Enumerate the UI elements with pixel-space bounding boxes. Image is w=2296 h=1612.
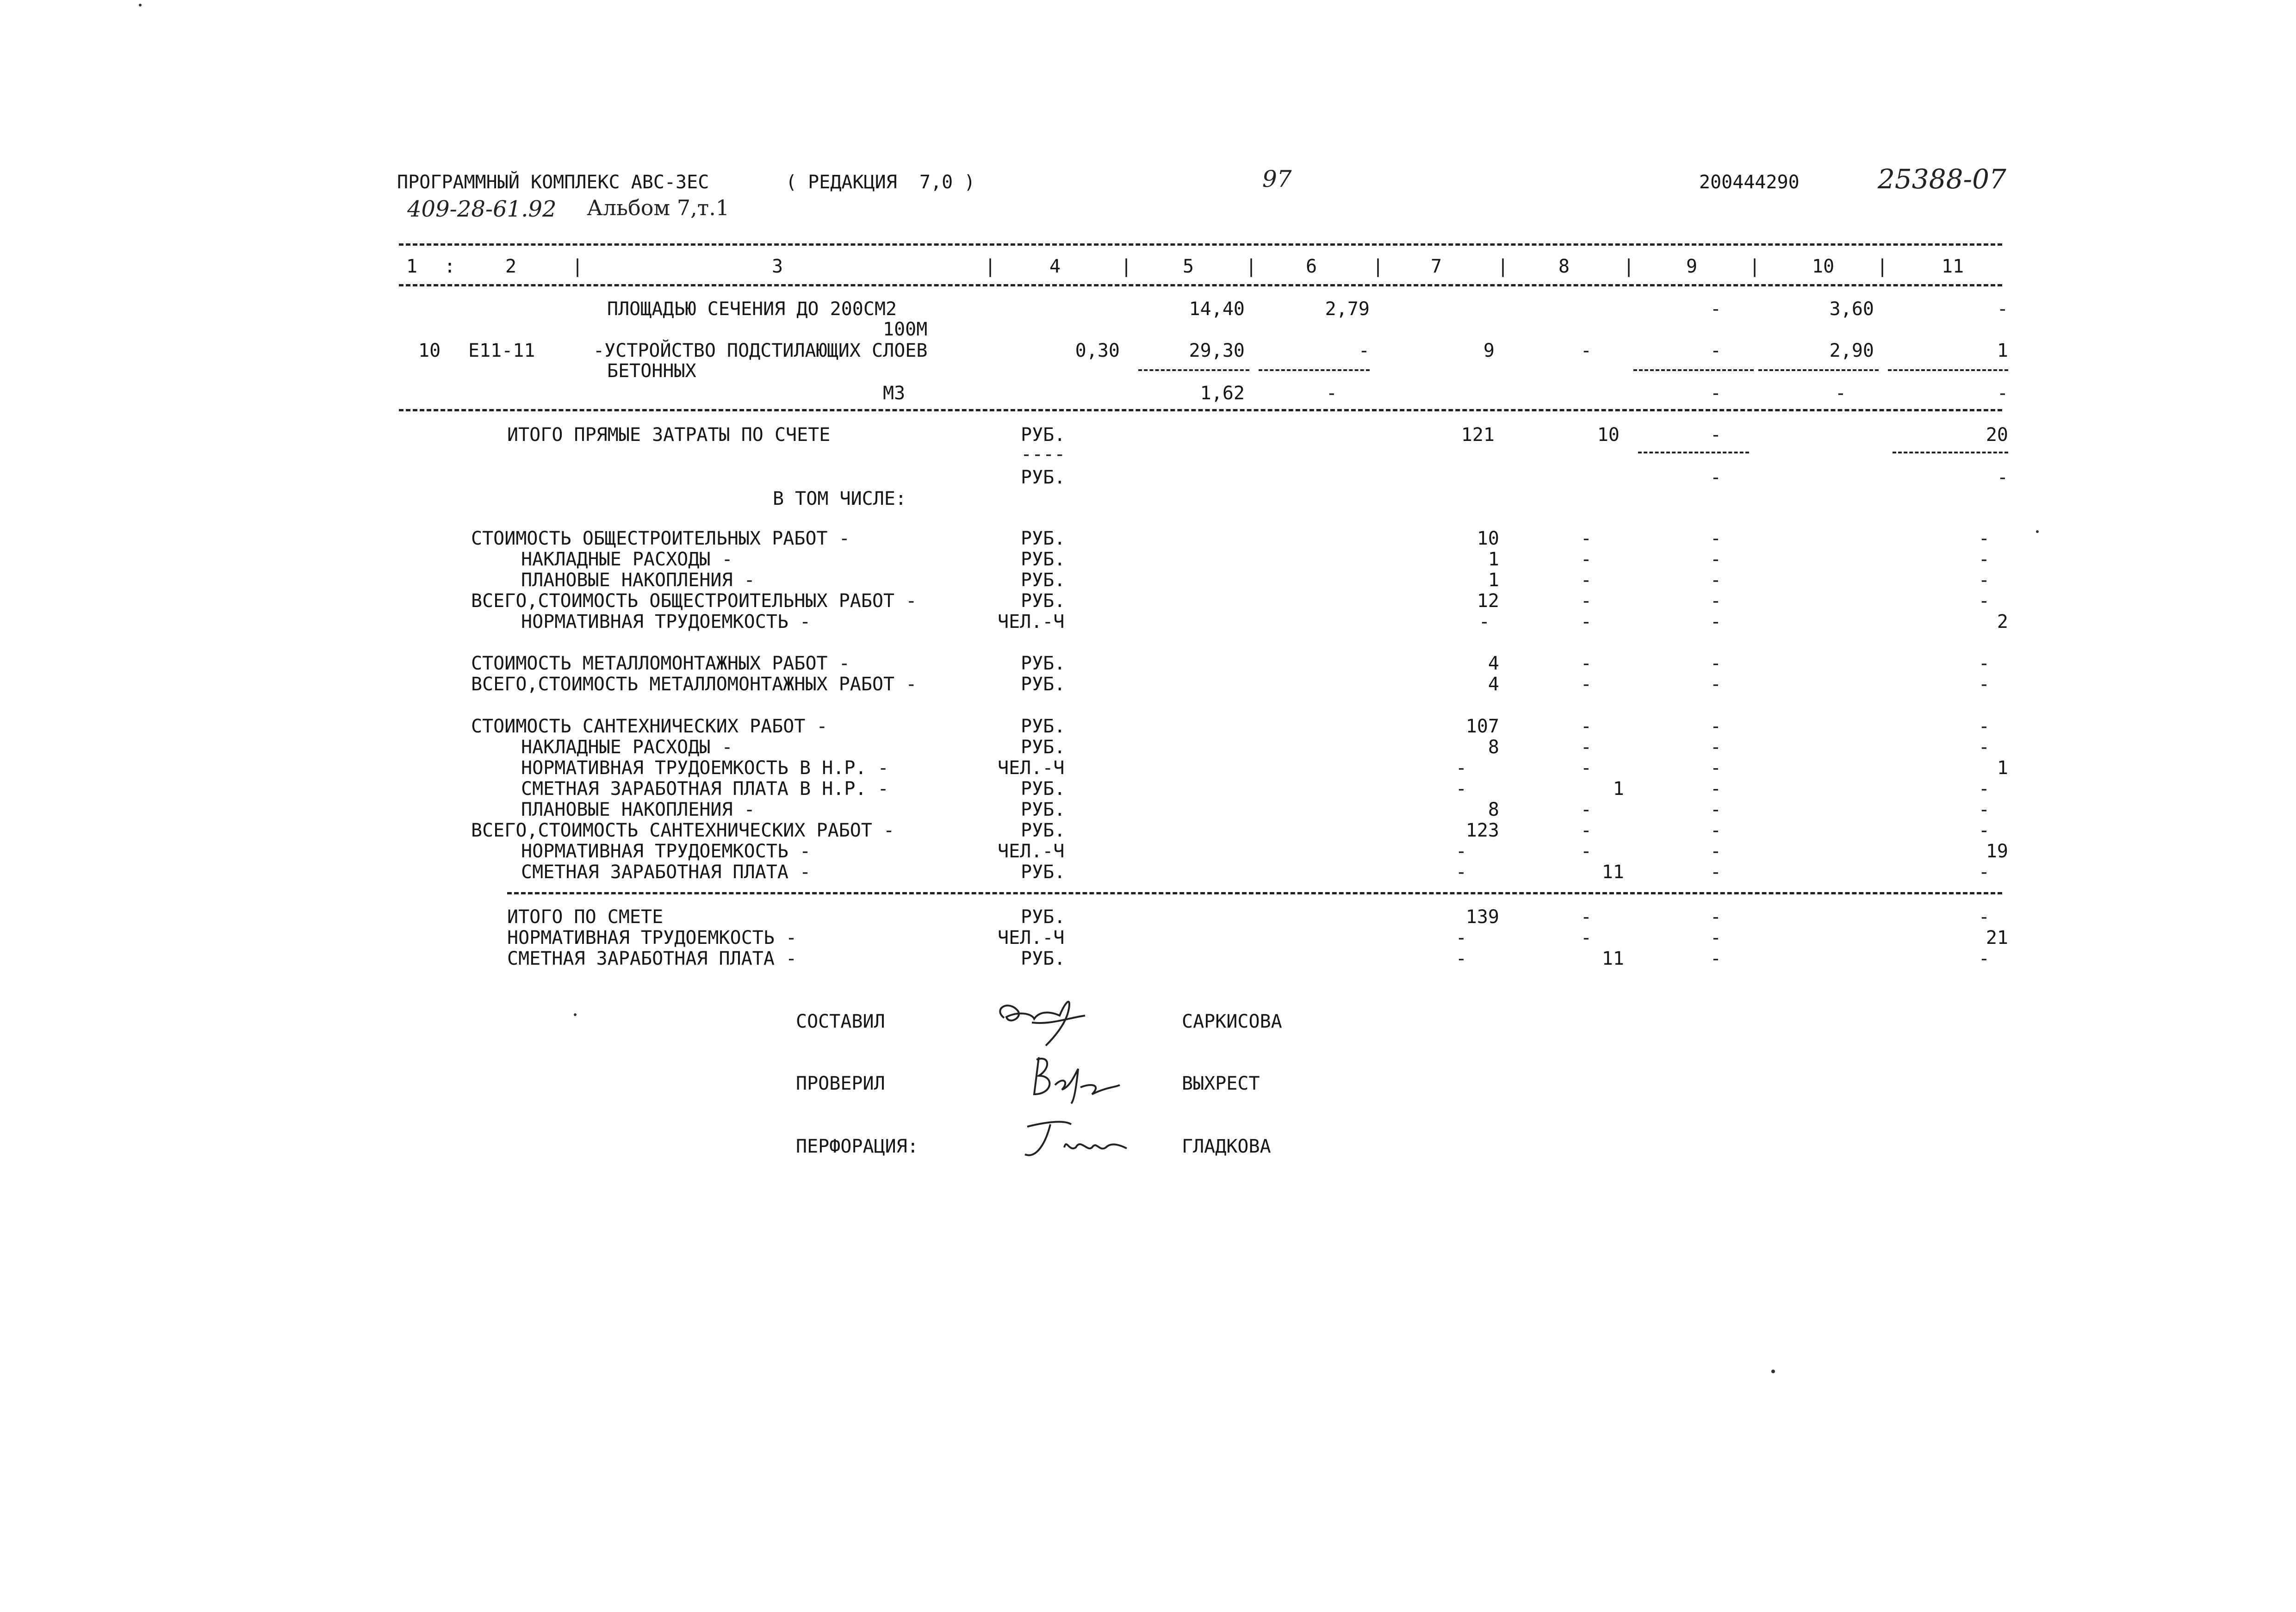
column-separator: | bbox=[572, 256, 583, 277]
direct-costs-col11-2: - bbox=[1997, 467, 2008, 488]
final-col7: 139 bbox=[1465, 906, 1499, 928]
summary-col9: - bbox=[1710, 799, 1721, 820]
summary-col11: - bbox=[1978, 716, 1990, 737]
final-col9: - bbox=[1710, 927, 1721, 949]
column-header: 10 bbox=[1812, 256, 1835, 277]
summary-unit: РУБ. bbox=[1021, 820, 1066, 841]
scan-speck bbox=[574, 1013, 577, 1016]
summary-unit: РУБ. bbox=[1021, 674, 1066, 695]
summary-label: ПЛАНОВЫЕ НАКОПЛЕНИЯ - bbox=[521, 570, 755, 591]
final-col7: - bbox=[1455, 948, 1467, 969]
summary-col9: - bbox=[1710, 820, 1721, 841]
final-col11: 21 bbox=[1986, 927, 2008, 949]
summary-unit: РУБ. bbox=[1021, 549, 1066, 570]
scan-speck bbox=[139, 4, 142, 6]
cell-col10: 2,90 bbox=[1829, 340, 1874, 361]
summary-col8: - bbox=[1580, 799, 1592, 820]
document-code: 200444290 bbox=[1699, 172, 1800, 193]
summary-col11: - bbox=[1978, 590, 1990, 612]
summary-label: ВСЕГО,СТОИМОСТЬ САНТЕХНИЧЕСКИХ РАБОТ - bbox=[471, 820, 895, 841]
summary-col9: - bbox=[1710, 590, 1721, 612]
project-reference: 409-28-61.92 bbox=[407, 196, 557, 222]
summary-col11: 2 bbox=[1997, 611, 2008, 632]
document-number: 25388-07 bbox=[1878, 163, 2006, 195]
row-item-name-cont: БЕТОННЫХ bbox=[607, 360, 696, 382]
cell-col5: 29,30 bbox=[1189, 340, 1245, 361]
summary-col8: - bbox=[1580, 590, 1592, 612]
summary-col7: 4 bbox=[1488, 674, 1499, 695]
including-label: В ТОМ ЧИСЛЕ: bbox=[773, 488, 906, 509]
summary-label: НОРМАТИВНАЯ ТРУДОЕМКОСТЬ - bbox=[521, 611, 811, 632]
column-separator: | bbox=[1749, 256, 1761, 277]
final-unit: РУБ. bbox=[1021, 948, 1066, 969]
summary-col7: 8 bbox=[1488, 737, 1499, 758]
summary-col8: 1 bbox=[1613, 778, 1624, 800]
scan-speck bbox=[1771, 1370, 1775, 1373]
cell-col7: 9 bbox=[1483, 340, 1495, 361]
column-separator: | bbox=[1246, 256, 1257, 277]
summary-col11: - bbox=[1978, 820, 1990, 841]
summary-label: НАКЛАДНЫЕ РАСХОДЫ - bbox=[521, 737, 733, 758]
summary-col11: 1 bbox=[1997, 757, 2008, 779]
cell-underline bbox=[1259, 369, 1370, 371]
cell-underline bbox=[1138, 369, 1249, 371]
column-header: 4 bbox=[1049, 256, 1061, 277]
summary-unit: РУБ. bbox=[1021, 590, 1066, 612]
checked-name: ВЫХРЕСТ bbox=[1182, 1073, 1260, 1094]
cell-col5: 14,40 bbox=[1189, 298, 1245, 320]
table-top-rule bbox=[399, 243, 2002, 246]
summary-col8: - bbox=[1580, 549, 1592, 570]
final-unit: РУБ. bbox=[1021, 906, 1066, 928]
summary-col11: - bbox=[1978, 653, 1990, 674]
direct-costs-col8: 10 bbox=[1597, 424, 1620, 446]
summary-col8: - bbox=[1580, 820, 1592, 841]
cell-col11: - bbox=[1997, 298, 2008, 320]
summary-col11: 19 bbox=[1986, 841, 2008, 862]
summary-label: ВСЕГО,СТОИМОСТЬ МЕТАЛЛОМОНТАЖНЫХ РАБОТ - bbox=[471, 674, 917, 695]
direct-costs-col11: 20 bbox=[1986, 424, 2008, 446]
summary-unit: РУБ. bbox=[1021, 528, 1066, 549]
row-item-name: ПЛОЩАДЬЮ СЕЧЕНИЯ ДО 200СМ2 bbox=[607, 298, 897, 320]
summary-label: СТОИМОСТЬ ОБЩЕСТРОИТЕЛЬНЫХ РАБОТ - bbox=[471, 528, 850, 549]
summary-label: СМЕТНАЯ ЗАРАБОТНАЯ ПЛАТА - bbox=[521, 862, 811, 883]
summary-col7: 123 bbox=[1465, 820, 1499, 841]
summary-col7: 107 bbox=[1465, 716, 1499, 737]
summary-col7: 1 bbox=[1488, 570, 1499, 591]
final-col8: 11 bbox=[1601, 948, 1624, 969]
summary-col9: - bbox=[1710, 778, 1721, 800]
final-col8: - bbox=[1580, 927, 1592, 949]
summary-col9: - bbox=[1710, 528, 1721, 549]
column-separator: : bbox=[444, 256, 456, 277]
cell-col9: - bbox=[1710, 298, 1721, 320]
cell-col6: - bbox=[1358, 340, 1370, 361]
punched-name: ГЛАДКОВА bbox=[1182, 1136, 1271, 1157]
program-name: ПРОГРАММНЫЙ КОМПЛЕКС АВС-3ЕС bbox=[397, 172, 709, 193]
cell-underline bbox=[1638, 452, 1749, 453]
final-col8: - bbox=[1580, 906, 1592, 928]
row-number: 10 bbox=[418, 340, 441, 361]
cell-col11-lower: - bbox=[1997, 383, 2008, 404]
cell-underline bbox=[1633, 369, 1754, 371]
summary-unit: РУБ. bbox=[1021, 862, 1066, 883]
column-header: 7 bbox=[1431, 256, 1442, 277]
checked-label: ПРОВЕРИЛ bbox=[796, 1073, 885, 1094]
signature-checked bbox=[1023, 1050, 1124, 1106]
final-totals-rule bbox=[507, 892, 2002, 894]
cell-col8: - bbox=[1580, 340, 1592, 361]
summary-col9: - bbox=[1710, 757, 1721, 779]
final-label: ИТОГО ПО СМЕТЕ bbox=[507, 906, 664, 928]
summary-label: ПЛАНОВЫЕ НАКОПЛЕНИЯ - bbox=[521, 799, 755, 820]
direct-costs-unit-dash: ---- bbox=[1021, 444, 1066, 465]
row-code: Е11-11 bbox=[468, 340, 535, 361]
summary-col11: - bbox=[1978, 737, 1990, 758]
summary-col11: - bbox=[1978, 570, 1990, 591]
column-header: 6 bbox=[1306, 256, 1317, 277]
summary-col8: - bbox=[1580, 841, 1592, 862]
compiled-label: СОСТАВИЛ bbox=[796, 1011, 885, 1032]
summary-col9: - bbox=[1710, 611, 1721, 632]
summary-col9: - bbox=[1710, 549, 1721, 570]
column-header: 3 bbox=[772, 256, 783, 277]
final-col11: - bbox=[1978, 906, 1990, 928]
cell-col9-lower: - bbox=[1710, 383, 1721, 404]
summary-col7: - bbox=[1455, 841, 1467, 862]
direct-costs-unit-2: РУБ. bbox=[1021, 467, 1066, 488]
summary-col8: - bbox=[1580, 737, 1592, 758]
summary-col8: - bbox=[1580, 611, 1592, 632]
summary-col9: - bbox=[1710, 570, 1721, 591]
summary-col11: - bbox=[1978, 862, 1990, 883]
cell-col5-lower: 1,62 bbox=[1200, 383, 1245, 404]
final-unit: ЧЕЛ.-Ч bbox=[998, 927, 1065, 949]
summary-col11: - bbox=[1978, 674, 1990, 695]
summary-col9: - bbox=[1710, 841, 1721, 862]
final-col9: - bbox=[1710, 906, 1721, 928]
cell-col10: 3,60 bbox=[1829, 298, 1874, 320]
summary-col8: - bbox=[1580, 674, 1592, 695]
direct-costs-col9: - bbox=[1710, 424, 1721, 446]
summary-col11: - bbox=[1978, 549, 1990, 570]
summary-col7: 1 bbox=[1488, 549, 1499, 570]
direct-costs-label: ИТОГО ПРЯМЫЕ ЗАТРАТЫ ПО СЧЕТЕ bbox=[507, 424, 831, 446]
column-separator: | bbox=[1121, 256, 1132, 277]
scan-speck bbox=[2036, 530, 2039, 533]
column-header: 2 bbox=[505, 256, 517, 277]
table-header-rule bbox=[399, 284, 2002, 286]
column-separator: | bbox=[1623, 256, 1635, 277]
summary-col9: - bbox=[1710, 653, 1721, 674]
cell-underline bbox=[1893, 452, 2008, 453]
summary-label: ВСЕГО,СТОИМОСТЬ ОБЩЕСТРОИТЕЛЬНЫХ РАБОТ - bbox=[471, 590, 917, 612]
summary-col7: - bbox=[1455, 778, 1467, 800]
direct-costs-unit: РУБ. bbox=[1021, 424, 1066, 446]
final-label: НОРМАТИВНАЯ ТРУДОЕМКОСТЬ - bbox=[507, 927, 797, 949]
cell-col10-lower: - bbox=[1835, 383, 1846, 404]
summary-col8: 11 bbox=[1601, 862, 1624, 883]
summary-col9: - bbox=[1710, 674, 1721, 695]
cell-underline bbox=[1888, 369, 2008, 371]
column-separator: | bbox=[985, 256, 996, 277]
column-header: 1 bbox=[406, 256, 418, 277]
summary-col8: - bbox=[1580, 757, 1592, 779]
summary-label: СТОИМОСТЬ САНТЕХНИЧЕСКИХ РАБОТ - bbox=[471, 716, 828, 737]
summary-unit: ЧЕЛ.-Ч bbox=[998, 757, 1065, 779]
cell-col11: 1 bbox=[1997, 340, 2008, 361]
direct-costs-col9-2: - bbox=[1710, 467, 1721, 488]
summary-col7: - bbox=[1455, 757, 1467, 779]
album-reference: Альбом 7,т.1 bbox=[587, 195, 730, 220]
summary-unit: РУБ. bbox=[1021, 799, 1066, 820]
summary-col8: - bbox=[1580, 528, 1592, 549]
cell-underline bbox=[1758, 369, 1879, 371]
summary-col7: 12 bbox=[1477, 590, 1499, 612]
row-unit: 100М bbox=[883, 319, 928, 340]
final-col11: - bbox=[1978, 948, 1990, 969]
rows-bottom-rule bbox=[399, 409, 2002, 411]
cell-col9: - bbox=[1710, 340, 1721, 361]
summary-col8: - bbox=[1580, 653, 1592, 674]
summary-col11: - bbox=[1978, 528, 1990, 549]
column-separator: | bbox=[1877, 256, 1888, 277]
column-header: 11 bbox=[1942, 256, 1964, 277]
summary-col7: - bbox=[1478, 611, 1490, 632]
summary-col11: - bbox=[1978, 799, 1990, 820]
summary-unit: РУБ. bbox=[1021, 716, 1066, 737]
final-col9: - bbox=[1710, 948, 1721, 969]
final-col7: - bbox=[1455, 927, 1467, 949]
summary-unit: РУБ. bbox=[1021, 778, 1066, 800]
final-label: СМЕТНАЯ ЗАРАБОТНАЯ ПЛАТА - bbox=[507, 948, 797, 969]
program-edition: ( РЕДАКЦИЯ 7,0 ) bbox=[786, 172, 975, 193]
cell-col4: 0,30 bbox=[1075, 340, 1120, 361]
compiled-name: САРКИСОВА bbox=[1182, 1011, 1282, 1032]
summary-label: НОРМАТИВНАЯ ТРУДОЕМКОСТЬ В Н.Р. - bbox=[521, 757, 889, 779]
summary-col8: - bbox=[1580, 570, 1592, 591]
summary-col9: - bbox=[1710, 862, 1721, 883]
summary-label: СТОИМОСТЬ МЕТАЛЛОМОНТАЖНЫХ РАБОТ - bbox=[471, 653, 850, 674]
column-header: 9 bbox=[1686, 256, 1698, 277]
summary-unit: РУБ. bbox=[1021, 653, 1066, 674]
column-header: 8 bbox=[1558, 256, 1570, 277]
cell-col6-lower: - bbox=[1326, 383, 1337, 404]
column-separator: | bbox=[1497, 256, 1509, 277]
summary-col7: - bbox=[1455, 862, 1467, 883]
column-header: 5 bbox=[1183, 256, 1194, 277]
summary-label: НАКЛАДНЫЕ РАСХОДЫ - bbox=[521, 549, 733, 570]
summary-col7: 8 bbox=[1488, 799, 1499, 820]
summary-label: СМЕТНАЯ ЗАРАБОТНАЯ ПЛАТА В Н.Р. - bbox=[521, 778, 889, 800]
signature-compiled bbox=[990, 990, 1097, 1050]
summary-unit: РУБ. bbox=[1021, 570, 1066, 591]
summary-unit: ЧЕЛ.-Ч bbox=[998, 611, 1065, 632]
summary-col9: - bbox=[1710, 737, 1721, 758]
summary-col7: 10 bbox=[1477, 528, 1499, 549]
summary-col9: - bbox=[1710, 716, 1721, 737]
direct-costs-col7: 121 bbox=[1461, 424, 1495, 446]
signature-punched bbox=[1018, 1115, 1129, 1166]
row-item-name: -УСТРОЙСТВО ПОДСТИЛАЮЩИХ СЛОЕВ bbox=[593, 340, 928, 361]
summary-col11: - bbox=[1978, 778, 1990, 800]
column-separator: | bbox=[1372, 256, 1384, 277]
summary-unit: ЧЕЛ.-Ч bbox=[998, 841, 1065, 862]
page-number: 97 bbox=[1262, 166, 1292, 192]
punched-label: ПЕРФОРАЦИЯ: bbox=[796, 1136, 918, 1157]
summary-col7: 4 bbox=[1488, 653, 1499, 674]
summary-unit: РУБ. bbox=[1021, 737, 1066, 758]
row-unit: М3 bbox=[883, 383, 906, 404]
summary-label: НОРМАТИВНАЯ ТРУДОЕМКОСТЬ - bbox=[521, 841, 811, 862]
cell-col6: 2,79 bbox=[1325, 298, 1370, 320]
summary-col8: - bbox=[1580, 716, 1592, 737]
